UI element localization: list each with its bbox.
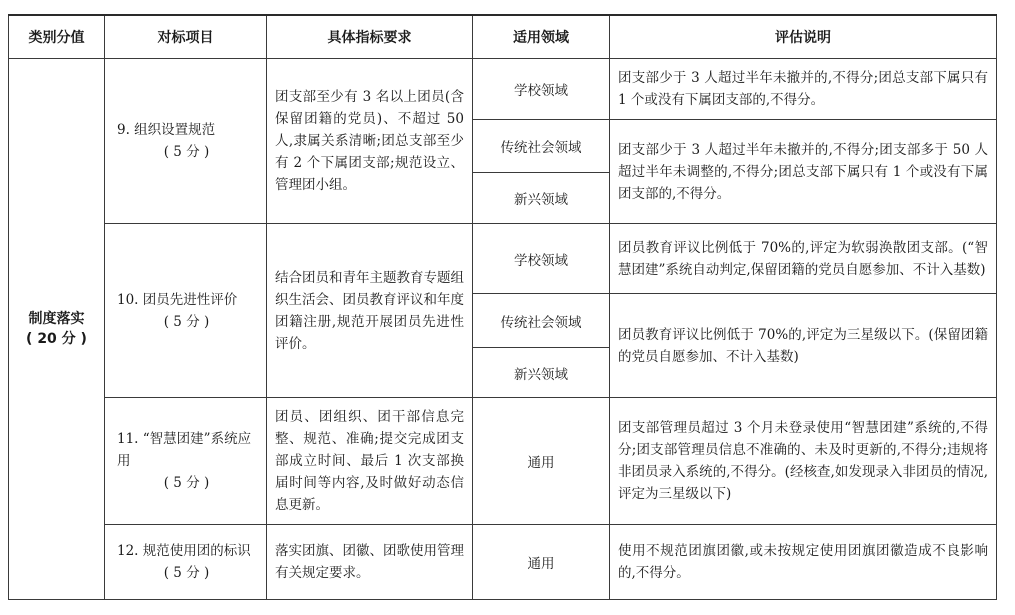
category-name: 制度落实 (28, 311, 85, 327)
item-10-domain-school: 学校领域 (473, 224, 610, 294)
item-11-requirement: 团员、团组织、团干部信息完整、规范、准确;提交完成团支部成立时间、最后 1 次支部换届时间等内容,及时做好动态信息更新。 (267, 398, 473, 525)
item-12-requirement: 落实团旗、团徽、团歌使用管理有关规定要求。 (267, 525, 473, 600)
item-12-domain: 通用 (473, 525, 610, 600)
category-score: ( 20 分 ) (26, 331, 87, 347)
item-10-desc-school: 团员教育评议比例低于 70%的,评定为软弱涣散团支部。(“智慧团建”系统自动判定,保留团籍的党员自愿参加、不计入基数) (610, 224, 997, 294)
header-item: 对标项目 (105, 15, 267, 59)
item-12-score: ( 5 分 ) (163, 565, 210, 581)
item-11-name: 11. “智慧团建”系统应用 (117, 431, 252, 469)
table-row (9, 224, 997, 294)
header-category: 类别分值 (9, 15, 105, 59)
item-10-name: 10. 团员先进性评价 (117, 291, 238, 308)
item-10-cell (105, 224, 267, 398)
item-10-score: ( 5 分 ) (163, 313, 210, 330)
table-row (9, 525, 997, 600)
item-11-score: ( 5 分 ) (163, 475, 210, 491)
item-9-cell (105, 59, 267, 224)
item-11-desc: 团支部管理员超过 3 个月未登录使用“智慧团建”系统的,不得分;团支部管理员信息不准确的、未及时更新的,不得分;违规将非团员录入系统的,不得分。(经核查,如发现录入非团员的情况,评定为三星级以下) (610, 398, 997, 525)
item-12-desc: 使用不规范团旗团徽,或未按规定使用团旗团徽造成不良影响的,不得分。 (610, 525, 997, 600)
header-description: 评估说明 (610, 15, 997, 59)
item-9-requirement: 团支部至少有 3 名以上团员(含保留团籍的党员)、不超过 50 人,隶属关系清晰;团总支部至少有 2 个下属团支部;规范设立、管理团小组。 (267, 59, 473, 224)
table-row (9, 398, 997, 525)
item-11-cell (105, 398, 267, 525)
header-requirement: 具体指标要求 (267, 15, 473, 59)
item-9-domain-emerging: 新兴领域 (473, 173, 610, 224)
item-9-score: ( 5 分 ) (163, 144, 210, 160)
item-10-requirement: 结合团员和青年主题教育专题组织生活会、团员教育评议和年度团籍注册,规范开展团员先进性评价。 (267, 224, 473, 398)
evaluation-table (8, 14, 997, 600)
item-12-cell (105, 525, 267, 600)
item-9-desc-school: 团支部少于 3 人超过半年未撤并的,不得分;团总支部下属只有 1 个或没有下属团支部的,不得分。 (610, 59, 997, 120)
header-domain: 适用领域 (473, 15, 610, 59)
item-10-desc-social: 团员教育评议比例低于 70%的,评定为三星级以下。(保留团籍的党员自愿参加、不计入基数) (610, 294, 997, 398)
item-9-desc-social: 团支部少于 3 人超过半年未撤并的,不得分;团支部多于 50 人超过半年未调整的,不得分;团总支部下属只有 1 个或没有下属团支部的,不得分。 (610, 120, 997, 224)
item-9-name: 9. 组织设置规范 (117, 122, 216, 138)
item-10-domain-traditional: 传统社会领域 (473, 294, 610, 348)
item-9-domain-school: 学校领域 (473, 59, 610, 120)
item-10-domain-emerging: 新兴领域 (473, 348, 610, 398)
item-11-domain: 通用 (473, 398, 610, 525)
table-header-row (9, 15, 997, 59)
item-12-name: 12. 规范使用团的标识 (117, 543, 251, 559)
item-9-domain-traditional: 传统社会领域 (473, 120, 610, 173)
category-cell (9, 59, 105, 600)
table-row (9, 59, 997, 120)
